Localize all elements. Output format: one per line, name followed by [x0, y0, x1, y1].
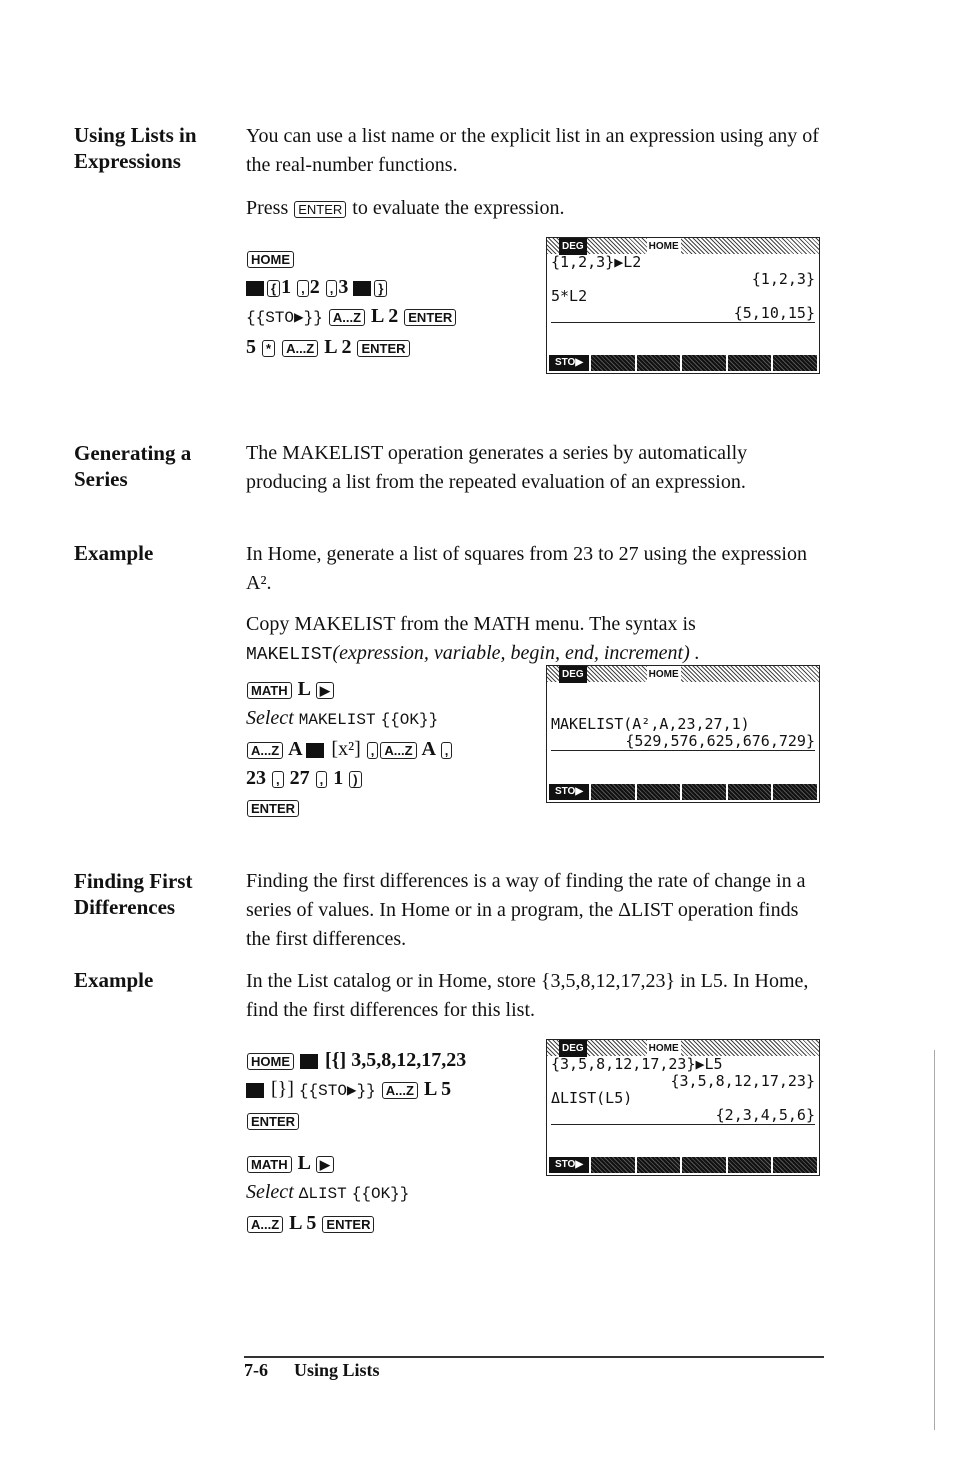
shift-key-icon [353, 281, 371, 296]
sto-softkey: STO▶ [549, 1157, 589, 1173]
dlist-command: ΔLIST [298, 1185, 347, 1203]
heading-line: Expressions [74, 149, 181, 173]
ok-softkey: {{OK}} [380, 711, 439, 729]
right-arrow-key: ▶ [316, 682, 334, 699]
screen-divider [551, 750, 815, 751]
math-key: MATH [247, 1156, 292, 1173]
deg-indicator: DEG [559, 666, 587, 683]
deg-indicator: DEG [559, 1040, 587, 1057]
deg-indicator: DEG [559, 238, 587, 255]
sto-softkey: {{STO▶}} [246, 309, 323, 327]
screen-line: {1,2,3}▶L2 [551, 253, 642, 271]
sto-softkey: {{STO▶}} [298, 1082, 376, 1100]
comma-key: , [297, 280, 309, 297]
section-heading-first-differences [74, 868, 192, 920]
syntax-command: MAKELIST [246, 645, 333, 665]
math-key: MATH [247, 682, 292, 699]
example-paragraph: In the List catalog or in Home, store {3,5,8,12,17,23} in L5. In Home, find the first differences for this list. [246, 970, 809, 1021]
screen-line: 5*L2 [551, 287, 588, 305]
select-text: Select [246, 707, 294, 729]
press-enter-paragraph [246, 194, 826, 223]
press-rest-text: to evaluate the expression. [352, 197, 565, 219]
page-edge-line [934, 1050, 935, 1430]
heading-line: Series [74, 467, 128, 491]
number: 27 [289, 767, 310, 789]
sto-softkey: STO▶ [549, 784, 589, 800]
softkey-blank [728, 355, 772, 371]
enter-key: ENTER [247, 800, 299, 817]
keystroke-sequence-2 [246, 675, 453, 822]
comma-key: , [441, 742, 453, 759]
home-indicator: HOME [647, 1040, 681, 1057]
softkey-blank [728, 784, 772, 800]
heading-line: Differences [74, 895, 176, 919]
example-heading: Example [74, 968, 154, 992]
alpha-key: A...Z [247, 742, 283, 759]
screen-blank [547, 682, 819, 699]
calculator-screen-3 [546, 1039, 820, 1176]
multiply-line [246, 333, 457, 362]
screen-result: {5,10,15} [733, 304, 815, 322]
softkey-bar [549, 784, 817, 800]
sto-softkey: STO▶ [549, 355, 589, 371]
close-brace-key: [}] [271, 1078, 294, 1100]
softkey-blank [682, 784, 726, 800]
number: 1 [333, 767, 344, 789]
comma-key: , [326, 280, 338, 297]
shift-key-icon [246, 1083, 264, 1098]
alpha-key: A...Z [247, 1216, 283, 1233]
enter-key: ENTER [294, 201, 346, 218]
softkey-bar [549, 355, 817, 371]
home-indicator: HOME [647, 666, 681, 683]
alpha-key: A...Z [329, 309, 365, 326]
enter-key: ENTER [322, 1216, 374, 1233]
makelist-paragraph: The MAKELIST operation generates a series by automatically producing a list from the repeated evaluation of an expression. [246, 442, 748, 493]
screen-result: {3,5,8,12,17,23} [670, 1072, 815, 1090]
copy-text: Copy MAKELIST from the MATH menu. The syntax is [246, 613, 696, 635]
list-entry-line [246, 273, 457, 302]
press-text: Press [246, 197, 289, 219]
softkey-blank [773, 1157, 817, 1173]
heading-line: Generating a [74, 441, 192, 465]
intro-paragraph: You can use a list name or the explicit list in an expression using any of the real-number functions. [246, 125, 819, 176]
screen-line: {3,5,8,12,17,23}▶L5 [551, 1055, 723, 1073]
section-heading-using-lists [74, 122, 197, 174]
enter-key: ENTER [404, 309, 456, 326]
screen-result: {2,3,4,5,6} [715, 1106, 815, 1124]
list-name: L 5 [423, 1078, 452, 1100]
digit: 5 [246, 336, 256, 358]
list-name: L 2 [324, 336, 352, 358]
letter: L [297, 678, 310, 700]
close-paren-key: ) [349, 771, 361, 788]
right-arrow-key: ▶ [316, 1156, 334, 1173]
multiply-key: * [262, 340, 275, 357]
screen-divider [551, 1124, 815, 1125]
softkey-blank [637, 355, 681, 371]
shift-key-icon [306, 743, 324, 758]
comma-key: , [316, 771, 328, 788]
makelist-command: MAKELIST [298, 711, 376, 729]
list-name: L 2 [371, 305, 399, 327]
softkey-bar [549, 1157, 817, 1173]
letter: L [297, 1152, 310, 1174]
syntax-arguments: (expression, variable, begin, end, increment) . [332, 642, 700, 664]
calculator-screen-2 [546, 665, 820, 803]
home-indicator: HOME [647, 238, 681, 255]
store-line [246, 302, 457, 333]
softkey-blank [637, 784, 681, 800]
keystroke-sequence-3 [246, 1046, 466, 1238]
digit: 1 [281, 276, 292, 298]
alpha-key: A...Z [382, 1082, 418, 1099]
heading-line: Using Lists in [74, 123, 197, 147]
digit: 2 [309, 276, 320, 298]
list-name: L 5 [289, 1212, 317, 1234]
number: 23 [246, 767, 266, 789]
softkey-blank [682, 355, 726, 371]
footer-rule [244, 1356, 824, 1358]
softkey-blank [682, 1157, 726, 1173]
page-footer [244, 1360, 406, 1381]
screen-line: ΔLIST(L5) [551, 1089, 633, 1107]
alpha-key: A...Z [282, 340, 318, 357]
softkey-blank [637, 1157, 681, 1173]
comma-key: , [367, 742, 379, 759]
list-values: [{] 3,5,8,12,17,23 [325, 1049, 467, 1071]
softkey-blank [773, 784, 817, 800]
square-key: [x²] [331, 738, 361, 760]
example-heading: Example [74, 541, 154, 565]
screen-divider [551, 322, 815, 323]
alpha-key: A...Z [380, 742, 416, 759]
example-paragraph: In Home, generate a list of squares from 23 to 27 using the expression A². [246, 543, 807, 594]
calculator-screen-1 [546, 237, 820, 374]
page-number: 7-6 [244, 1360, 268, 1380]
home-key: HOME [247, 1053, 294, 1070]
screen-header [547, 1040, 819, 1056]
keystroke-sequence-1 [246, 244, 457, 362]
digit: 3 [338, 276, 349, 298]
enter-key: ENTER [247, 1113, 299, 1130]
screen-blank [547, 699, 819, 716]
shift-key-icon [300, 1054, 318, 1069]
home-key: HOME [247, 251, 294, 268]
screen-result: {1,2,3} [751, 270, 815, 288]
softkey-blank [591, 1157, 635, 1173]
chapter-title: Using Lists [294, 1360, 380, 1380]
softkey-blank [591, 355, 635, 371]
syntax-paragraph [246, 610, 826, 670]
open-brace-key: { [267, 280, 280, 297]
letter: A [288, 738, 302, 760]
select-text: Select [246, 1181, 294, 1203]
differences-paragraph: Finding the first differences is a way of finding the rate of change in a series of values. In Home or in a program, the ΔLIST operation finds the first differences. [246, 870, 806, 950]
heading-line: Finding First [74, 869, 193, 893]
comma-key: , [272, 771, 284, 788]
softkey-blank [591, 784, 635, 800]
section-heading-generating-series [74, 440, 191, 492]
ok-softkey: {{OK}} [351, 1185, 410, 1203]
enter-key: ENTER [357, 340, 409, 357]
screen-header [547, 666, 819, 682]
letter: A [421, 738, 435, 760]
screen-result: {529,576,625,676,729} [625, 732, 815, 750]
close-brace-key: } [374, 280, 387, 297]
shift-key-icon [246, 281, 264, 296]
screen-line: MAKELIST(A²,A,23,27,1) [551, 715, 750, 733]
softkey-blank [773, 355, 817, 371]
screen-header [547, 238, 819, 254]
softkey-blank [728, 1157, 772, 1173]
